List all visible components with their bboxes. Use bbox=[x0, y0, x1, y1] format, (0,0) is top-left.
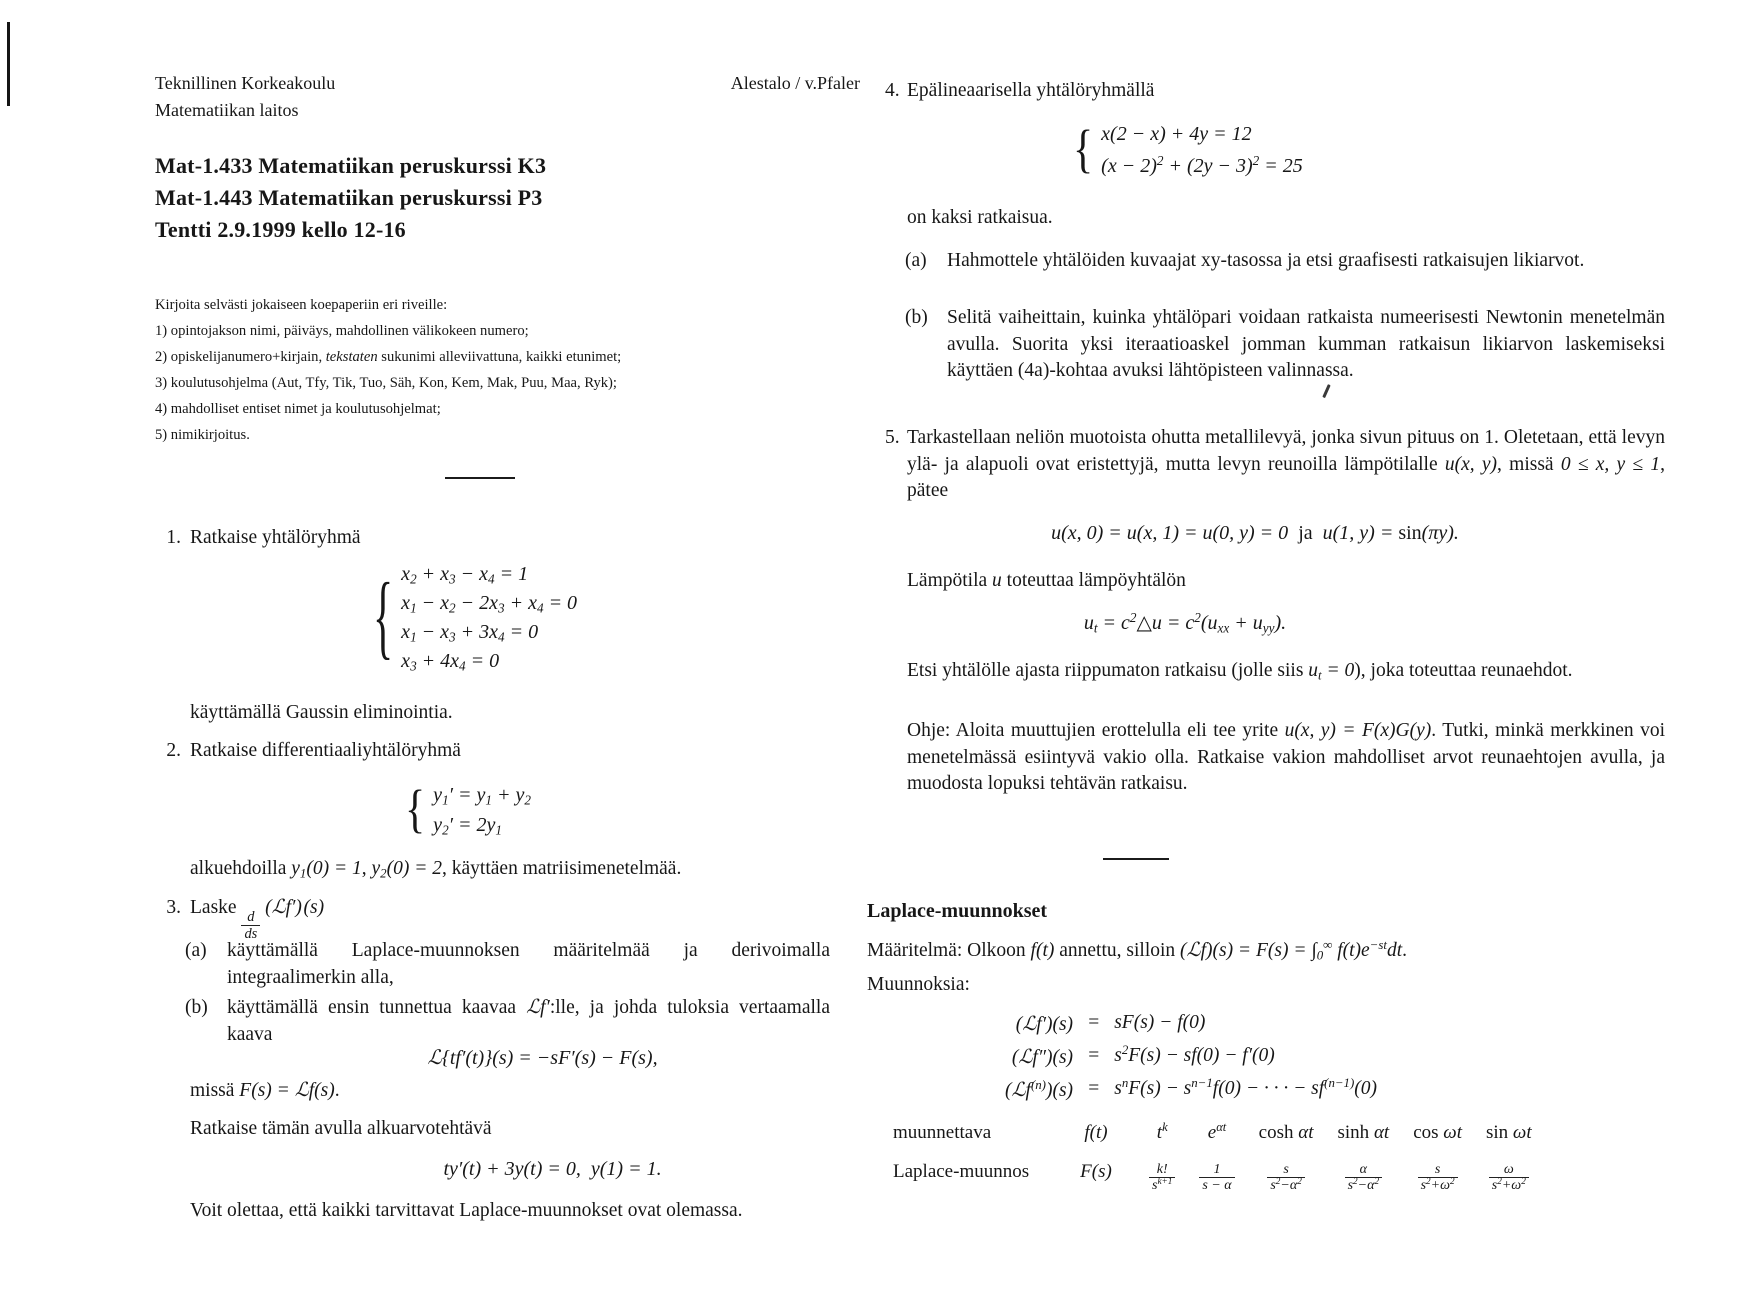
problem-2-system bbox=[155, 780, 860, 840]
problem-4a bbox=[885, 248, 1665, 275]
system-brace: { bbox=[1073, 121, 1094, 179]
equals-sign: = bbox=[1087, 1012, 1101, 1033]
problem-3a-text: käyttämällä Laplace-muunnoksen määritelmää ja derivoimalla integraalimerkin alla, bbox=[227, 940, 830, 988]
subitem-label: (a) bbox=[185, 940, 207, 961]
problem-3-missa: missä F(s) = ℒf(s). bbox=[190, 1080, 340, 1101]
equation-line: x(2 − x) + 4y = 12 bbox=[1101, 123, 1252, 145]
problem-number: 5. bbox=[885, 427, 900, 448]
table-cell-fraction: $\frac{s}{s^2+\omega^2}$ bbox=[1418, 1149, 1458, 1194]
instruction-item-4: 4) mahdolliset entiset nimet ja koulutusohjelmat; bbox=[155, 401, 441, 417]
laplace-definition: Määritelmä: Olkoon f(t) annettu, silloin (ℒf)(s) = $F(s) = \int_0^\infty$ $f(t)e^{-st}dt$. bbox=[867, 937, 1407, 963]
table-cell: sinh αt bbox=[1337, 1122, 1390, 1143]
problem-3-solve-text: Ratkaise tämän avulla alkuarvotehtävä bbox=[190, 1118, 492, 1139]
problem-3a bbox=[155, 938, 830, 991]
table-cell-fraction: $\frac{s}{s^2-\alpha^2}$ bbox=[1267, 1149, 1305, 1194]
authors-line: Alestalo / v.Pfaler bbox=[730, 73, 860, 93]
laplace-lhs: (ℒf′)(s) bbox=[1015, 1014, 1074, 1035]
problem-number: 3. bbox=[166, 897, 181, 918]
institution-name: Teknillinen Korkeakoulu bbox=[155, 73, 336, 93]
laplace-rhs: sF(s) − f(0) bbox=[1114, 1012, 1206, 1033]
problem-number: 4. bbox=[885, 80, 900, 101]
problem-1-footer: käyttämällä Gaussin eliminointia. bbox=[190, 702, 453, 723]
problem-5-text: Tarkastellaan neliön muotoista ohutta metallilevyä, jonka sivun pituus on 1. Oletetaan, että levyn ylä- ja alapuoli ovat eristettyjä, mutta levyn reunoilla lämpötilalle u(x, y), missä 0 ≤ x, y ≤ 1, pätee bbox=[907, 427, 1665, 501]
problem-4a-text: Hahmottele yhtälöiden kuvaajat xy-tasossa ja etsi graafisesti ratkaisujen likiarvot. bbox=[947, 250, 1585, 271]
equals-sign: = bbox=[1087, 1078, 1101, 1099]
left-column bbox=[155, 0, 860, 1296]
problem-2-footer: alkuehdoilla $y_1(0) = 1$, $y_2(0) = 2$, käyttäen matriisimenetelmää. bbox=[190, 858, 682, 881]
system-brace: { bbox=[373, 566, 394, 670]
table-cell-F: F(s) bbox=[1080, 1160, 1112, 1182]
problem-4-system bbox=[885, 118, 1665, 182]
table-cell: $t^k$ bbox=[1156, 1120, 1168, 1143]
table-row1-label: muunnettava bbox=[893, 1122, 992, 1143]
table-cell-fraction: $\frac{\alpha}{s^2-\alpha^2}$ bbox=[1345, 1149, 1383, 1194]
equation-line: $y_1' = y_1 + y_2$ bbox=[433, 784, 531, 808]
laplace-table bbox=[885, 1122, 1665, 1194]
problem-5-boundary-eq: u(x, 0) = u(x, 1) = u(0, y) = 0 ja u(1, y) = sin(πy). bbox=[1051, 522, 1459, 544]
equation-line: $x_3 + 4x_4 = 0$ bbox=[401, 650, 500, 674]
laplace-transform-list bbox=[885, 1012, 1665, 1102]
equation-line: $(x - 2)^2 + (2y - 3)^2 = 25$ bbox=[1101, 152, 1303, 177]
table-cell: cos ωt bbox=[1413, 1122, 1462, 1143]
equals-sign: = bbox=[1087, 1045, 1101, 1066]
table-cell-fraction: $\frac{k!}{s^{k+1}}$ bbox=[1149, 1149, 1175, 1194]
problem-1-system bbox=[155, 560, 860, 676]
subitem-label: (a) bbox=[905, 250, 927, 271]
department-name: Matematiikan laitos bbox=[155, 100, 299, 120]
problem-5-text2: Lämpötila u toteuttaa lämpöyhtälön bbox=[907, 570, 1186, 591]
problem-number: 2. bbox=[166, 740, 181, 761]
instruction-item-1: 1) opintojakson nimi, päiväys, mahdollinen välikokeen numero; bbox=[155, 323, 529, 339]
problem-2-title: Ratkaise differentiaaliyhtälöryhmä bbox=[190, 740, 461, 761]
instructions-intro: Kirjoita selvästi jokaiseen koepaperiin eri riveille: bbox=[155, 297, 448, 313]
problem-3 bbox=[155, 895, 860, 942]
problem-5-text3: Etsi yhtälölle ajasta riippumaton ratkaisu (jolle siis $u_t = 0$), joka toteuttaa reunaehdot. bbox=[907, 660, 1573, 683]
problem-1-title: Ratkaise yhtälöryhmä bbox=[190, 527, 361, 548]
equation-line: $x_2 + x_3 - x_4 = 1$ bbox=[401, 563, 529, 587]
problem-4-title: Epälineaarisella yhtälöryhmällä bbox=[907, 80, 1155, 101]
table-row2-label: Laplace-muunnos bbox=[893, 1160, 1030, 1182]
problem-3-formula: ℒ{tf′(t)}(s) = −sF′(s) − F(s), bbox=[427, 1047, 658, 1069]
equation-line: $x_1 - x_2 - 2x_3 + x_4 = 0$ bbox=[401, 592, 578, 616]
document-header bbox=[155, 70, 860, 124]
exam-date-line: Tentti 2.9.1999 kello 12-16 bbox=[155, 217, 406, 242]
exam-title-block bbox=[155, 150, 860, 246]
instruction-item-3: 3) koulutusohjelma (Aut, Tfy, Tik, Tuo, Säh, Kon, Kem, Mak, Puu, Maa, Ryk); bbox=[155, 375, 617, 391]
problem-4-footer: on kaksi ratkaisua. bbox=[907, 207, 1053, 228]
table-cell-fraction: $\frac{1}{s - \alpha}$ bbox=[1199, 1149, 1234, 1194]
instruction-item-5: 5) nimikirjoitus. bbox=[155, 427, 250, 443]
problem-4 bbox=[885, 78, 1665, 105]
equation-line: $x_1 - x_3 + 3x_4 = 0$ bbox=[401, 621, 539, 645]
laplace-lhs: (ℒf$^{(n)}$)(s) bbox=[1005, 1077, 1074, 1101]
right-column bbox=[867, 0, 1666, 1296]
problem-3-ivp: ty′(t) + 3y(t) = 0, y(1) = 1. bbox=[443, 1158, 662, 1180]
course-title-line-1: Mat-1.433 Matematiikan peruskurssi K3 bbox=[155, 153, 547, 178]
subitem-label: (b) bbox=[185, 997, 208, 1018]
problem-3-title: Laske $\frac{d}{ds}$ (ℒf′) (s) bbox=[190, 897, 325, 943]
problem-3b bbox=[155, 995, 830, 1048]
laplace-heading: Laplace-muunnokset bbox=[867, 900, 1048, 922]
problem-3b-text: käyttämällä ensin tunnettua kaavaa ℒf′:lle, ja johda tuloksia vertaamalla kaava bbox=[227, 997, 830, 1045]
problem-2 bbox=[155, 738, 860, 765]
system-brace: { bbox=[405, 781, 426, 839]
problem-number: 1. bbox=[166, 527, 181, 548]
problem-4b-text: Selitä vaiheittain, kuinka yhtälöpari voidaan ratkaista numeerisesti Newtonin menetelmän avulla. Suorita yksi iteraatioaskel jomman kumman ratkaisun likiarvon laskemiseksi käyttäen (4a)-kohtaa avuksi lähtöpisteen valinnassa. bbox=[947, 307, 1665, 381]
course-title-line-2: Mat-1.443 Matematiikan peruskurssi P3 bbox=[155, 185, 543, 210]
table-cell-f: f(t) bbox=[1084, 1122, 1108, 1143]
instructions-block bbox=[155, 292, 860, 448]
problem-4b bbox=[885, 305, 1665, 385]
equation-line: $y_2' = 2y_1$ bbox=[433, 814, 502, 838]
table-cell: cosh αt bbox=[1258, 1122, 1314, 1143]
problem-5-hint: Ohje: Aloita muuttujien erottelulla eli tee yrite u(x, y) = F(x)G(y). Tutki, minkä merkkinen voi menetelmässä esiintyvä vakio olla. Ratkaise vakion mahdolliset arvot reunaehtojen avulla, ja muodosta lopuksi tehtävän ratkaisu. bbox=[907, 720, 1666, 794]
table-cell: sin ωt bbox=[1485, 1122, 1532, 1143]
table-cell: $e^{\alpha t}$ bbox=[1207, 1120, 1227, 1143]
problem-5 bbox=[885, 425, 1665, 505]
laplace-lhs: (ℒf″)(s) bbox=[1011, 1047, 1074, 1068]
section-divider bbox=[1103, 858, 1169, 860]
laplace-rhs: $s^nF(s) - s^{n-1}f(0)$ − · · · − $sf^{(n-1)}(0)$ bbox=[1114, 1075, 1378, 1099]
problem-3-note: Voit olettaa, että kaikki tarvittavat Laplace-muunnokset ovat olemassa. bbox=[190, 1200, 743, 1221]
instruction-item-2: 2) opiskelijanumero+kirjain, tekstaten sukunimi alleviivattuna, kaikki etunimet; bbox=[155, 349, 622, 365]
problem-1 bbox=[155, 525, 860, 552]
table-cell-fraction: $\frac{\omega}{s^2+\omega^2}$ bbox=[1489, 1149, 1529, 1194]
laplace-rhs: $s^2F(s) - sf(0) - f'(0)$ bbox=[1114, 1042, 1275, 1066]
subitem-label: (b) bbox=[905, 307, 928, 328]
scan-artifact-line bbox=[7, 22, 10, 106]
problem-5-heat-eq: $u_t$ = $c^2\triangle u = c^2(u_{xx} + u_{yy})$. bbox=[1083, 609, 1287, 636]
section-divider bbox=[445, 477, 515, 479]
laplace-muunnoksia-label: Muunnoksia: bbox=[867, 974, 970, 995]
